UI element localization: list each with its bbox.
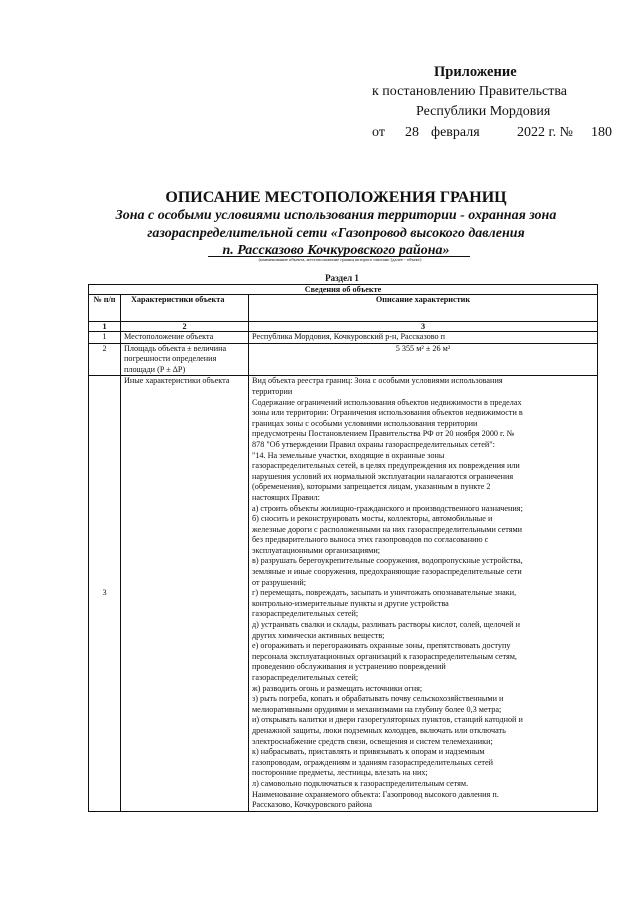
description-line: от разрушений;: [252, 577, 307, 587]
row-value: Республика Мордовия, Кочкуровский р-н, Рассказово п: [249, 332, 598, 344]
description-line: дренажной защиты, люки подземных колодцев, включать или отключать: [252, 725, 506, 735]
column-number: 2: [121, 322, 249, 332]
document-subtitle-line: Зона с особыми условиями использования территории - охранная зона: [115, 208, 557, 223]
appendix-number: 180: [591, 125, 612, 140]
description-line: территории: [252, 386, 293, 396]
document-heading: [76, 188, 596, 260]
description-line: контрольно-измерительные пункты и другие устройства: [252, 598, 449, 608]
column-numbers-row: [89, 322, 598, 332]
row-value: 5 355 м² ± 26 м²: [249, 343, 598, 376]
section-title: Раздел 1: [325, 273, 359, 283]
appendix-day: 28: [405, 125, 419, 140]
header-characteristic: Характеристики объекта: [121, 295, 249, 322]
description-line: газораспределительных сетей;: [252, 609, 359, 619]
description-line: газопроводам, ограждениям и зданиям газораспределительных сетей: [252, 757, 493, 767]
row-label: Местоположение объекта: [121, 332, 249, 344]
description-line: Содержание ограничений использования объектов недвижимости в пределах: [252, 397, 522, 407]
description-line: к) набрасывать, приставлять и привязывать к опорам и надземным: [252, 747, 485, 757]
table-row: [89, 376, 598, 811]
object-hint: (наименование объекта, местоположение границ которого описано (далее - объект): [258, 257, 422, 262]
description-line: и) открывать калитки и двери газорегуляторных пунктов, станций катодной и: [252, 715, 523, 725]
row-description: [249, 376, 598, 811]
description-line: "14. На земельные участки, входящие в охранные зоны: [252, 450, 445, 460]
description-line: е) огораживать и перегораживать охранные зоны, препятствовать доступу: [252, 641, 511, 651]
header-description: Описание характеристик: [249, 295, 598, 322]
row-label: Иные характеристики объекта: [121, 376, 249, 811]
description-line: зоны или территории: Ограничения использования объектов недвижимости в: [252, 408, 523, 418]
appendix-from: от: [372, 125, 385, 140]
object-info-table: [88, 284, 598, 812]
description-line: л) самовольно подключаться к газораспределительным сетям.: [252, 778, 469, 788]
description-line: (обременения), которыми запрещается лицам, указанным в пункте 2: [252, 482, 491, 492]
row-number: 1: [89, 332, 121, 344]
column-number: 1: [89, 322, 121, 332]
description-line: а) строить объекты жилищно-гражданского и производственного назначения;: [252, 503, 523, 513]
appendix-year: 2022 г. №: [517, 125, 574, 140]
description-line: нарушения условий их нормальной эксплуатации налагаются ограничения: [252, 471, 514, 481]
document-subtitle-line: газораспределительной сети «Газопровод высокого давления: [147, 225, 525, 241]
row-number: 3: [89, 376, 121, 811]
description-line: настоящих Правил:: [252, 492, 320, 502]
description-line: персонала эксплуатационных организаций к газораспределительным сетям,: [252, 651, 517, 661]
description-line: Рассказово, Кочкуровского района: [252, 800, 373, 810]
description-line: электроснабжение средств связи, освещения и систем телемеханики;: [252, 736, 493, 746]
appendix-block: [372, 62, 632, 143]
appendix-date-line: [372, 123, 632, 143]
description-line: Наименование охраняемого объекта: Газопровод высокого давления п.: [252, 789, 499, 799]
appendix-title: Приложение: [434, 64, 517, 80]
appendix-month: февраля: [431, 125, 480, 140]
description-line: мелиоративными орудиями и механизмами на глубину более 0,3 метра;: [252, 704, 502, 714]
column-number: 3: [249, 322, 598, 332]
description-line: д) устраивать свалки и склады, разливать растворы кислот, солей, щелочей и: [252, 620, 520, 630]
description-line: з) рыть погреба, копать и обрабатывать почву сельскохозяйственными и: [252, 694, 504, 704]
description-line: Вид объекта реестра границ: Зона с особыми условиями использования: [252, 376, 503, 386]
description-line: границах зоны с особыми условиями использования территории: [252, 418, 478, 428]
description-line: земляные и иные сооружения, предохраняющие газораспределительные сети: [252, 567, 522, 577]
document-title: ОПИСАНИЕ МЕСТОПОЛОЖЕНИЯ ГРАНИЦ: [165, 189, 507, 206]
description-line: проведению обслуживания и устранению повреждений: [252, 662, 446, 672]
description-line: без предварительного выноса этих газопроводов по согласованию с: [252, 535, 489, 545]
header-num: № п/п: [89, 295, 121, 322]
table-header-row: [89, 295, 598, 322]
description-line: б) сносить и реконструировать мосты, коллекторы, автомобильные и: [252, 514, 493, 524]
description-line: газораспределительных сетей, в целях предупреждения их повреждения или: [252, 461, 520, 471]
description-line: г) перемещать, повреждать, засыпать и уничтожать опознавательные знаки,: [252, 588, 517, 598]
table-caption-row: [89, 285, 598, 295]
table-row: [89, 332, 598, 344]
description-line: 878 "Об утверждении Правил охраны газораспределительных сетей":: [252, 439, 495, 449]
description-line: эксплуатационными организациями;: [252, 545, 381, 555]
row-label: Площадь объекта ± величина погрешности определения площади (P ± ΔP): [121, 343, 249, 376]
description-line: газораспределительных сетей;: [252, 673, 359, 682]
description-line: ж) разводить огонь и размещать источники огня;: [252, 683, 423, 693]
description-line: в) разрушать берегоукрепительные сооружения, водопропускные устройства,: [252, 556, 523, 566]
description-line: других химически активных веществ;: [252, 630, 385, 640]
appendix-line-1: к постановлению Правительства: [372, 84, 568, 99]
description-line: посторонние предметы, лестницы, влезать на них;: [252, 768, 428, 778]
appendix-line-2: Республики Мордовия: [416, 104, 551, 119]
description-line: железные дороги с расположенными на них газораспределительными сетями: [252, 524, 523, 534]
table-row: [89, 343, 598, 376]
row-number: 2: [89, 343, 121, 376]
description-line: предусмотрены Постановлением Правительства РФ от 20 ноября 2000 г. №: [252, 429, 515, 439]
table-caption: Сведения об объекте: [89, 285, 598, 295]
document-subtitle-line: п. Рассказово Кочкуровского района»: [222, 243, 450, 258]
